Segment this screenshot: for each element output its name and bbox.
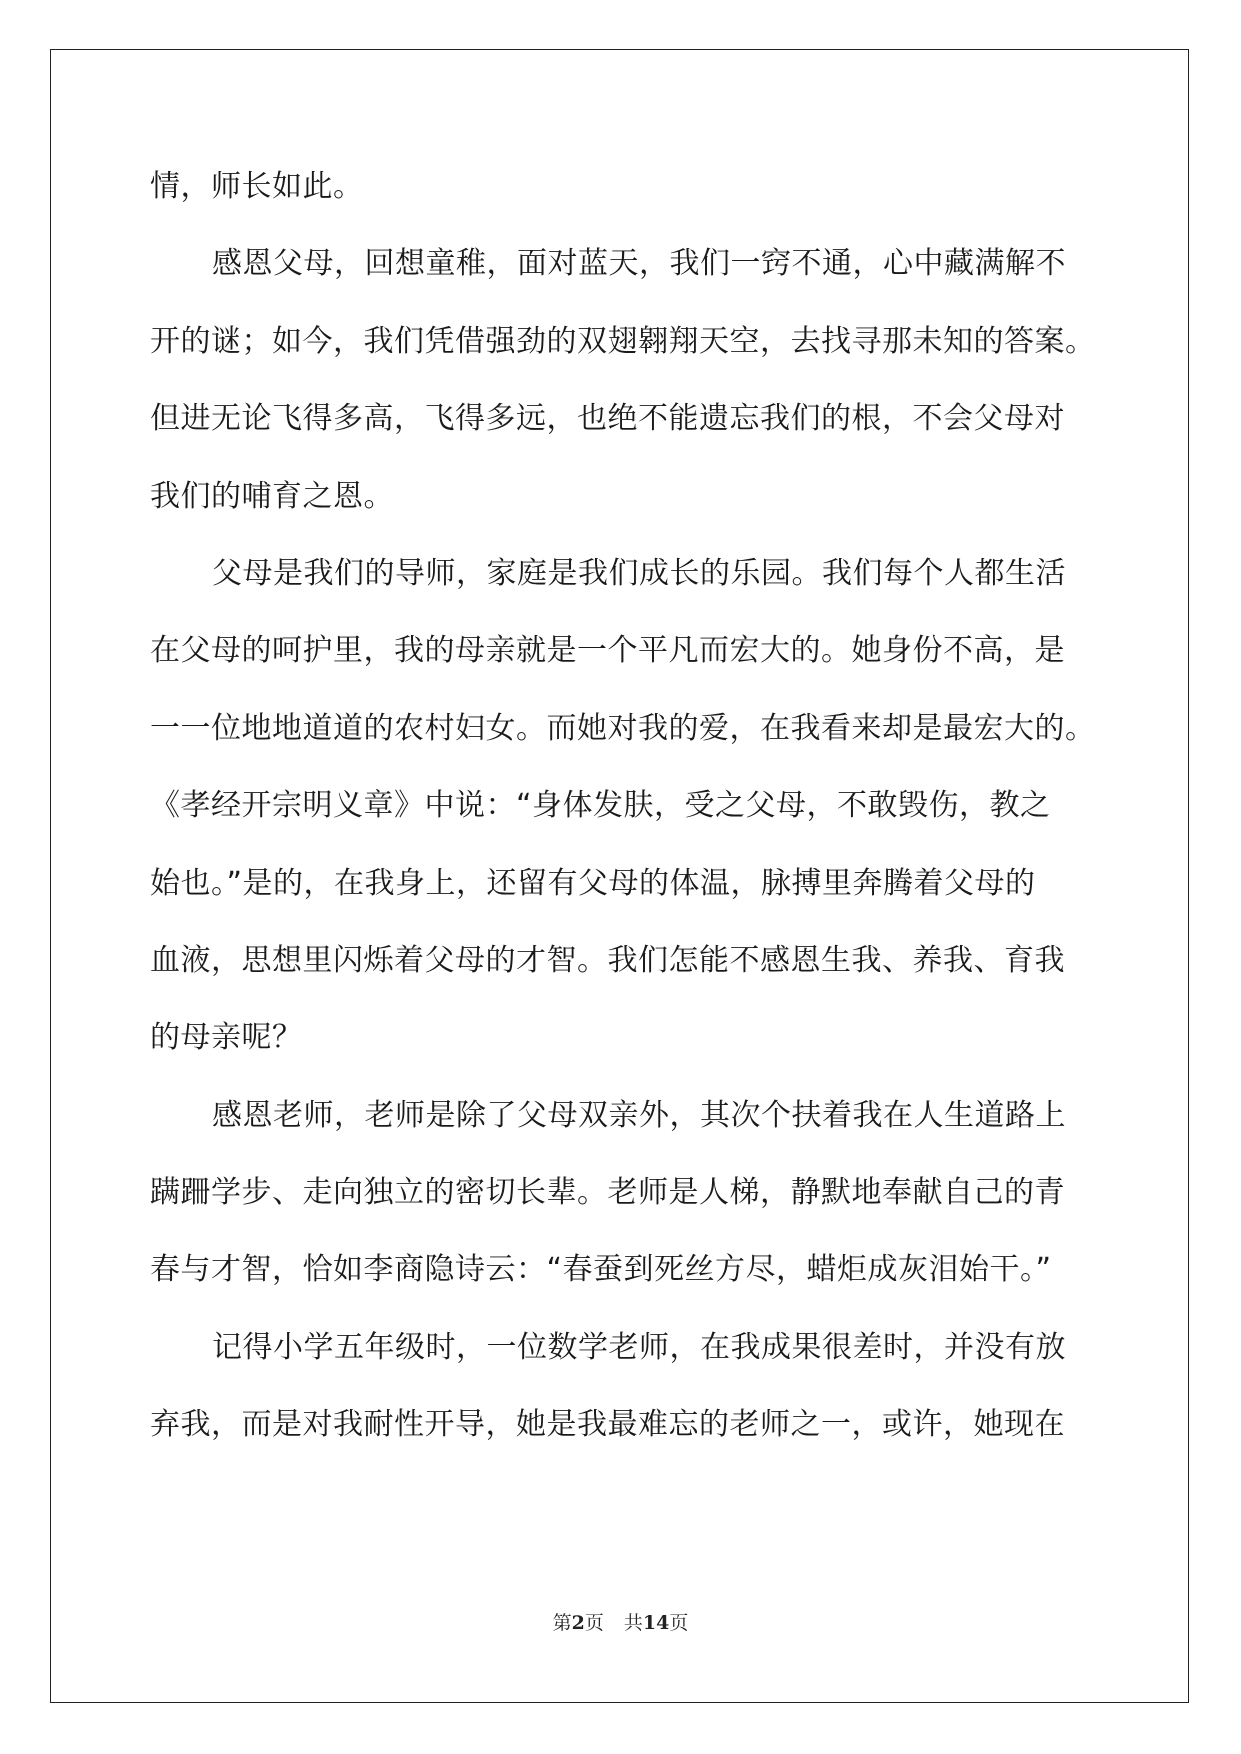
text-line-17: 弃我，而是对我耐性开导，她是我最难忘的老师之一，或许，她现在 <box>150 1407 1065 1443</box>
text-line-9: 《孝经开宗明义章》中说：“身体发肤，受之父母，不敢毁伤，教之 <box>150 788 1051 824</box>
total-suffix: 页 <box>669 1612 689 1634</box>
text-line-12: 的母亲呢？ <box>150 1020 303 1056</box>
text-line-13: 感恩老师，老师是除了父母双亲外，其次个扶着我在人生道路上 <box>212 1097 1066 1133</box>
text-line-10: 始也。”是的，在我身上，还留有父母的体温，脉搏里奔腾着父母的 <box>150 865 1036 901</box>
text-line-3: 开的谜；如今，我们凭借强劲的双翅翱翔天空，去找寻那未知的答案。 <box>150 323 1096 359</box>
text-line-15: 春与才智，恰如李商隐诗云：“春蚕到死丝方尽，蜡炬成灰泪始干。” <box>150 1252 1052 1288</box>
text-line-2: 感恩父母，回想童稚，面对蓝天，我们一窍不通，心中藏满解不 <box>212 246 1066 282</box>
page-prefix: 第 <box>552 1612 572 1634</box>
text-line-4: 但进无论飞得多高，飞得多远，也绝不能遗忘我们的根，不会父母对 <box>150 401 1065 437</box>
text-line-11: 血液，思想里闪烁着父母的才智。我们怎能不感恩生我、养我、育我 <box>150 942 1065 978</box>
text-line-6: 父母是我们的导师，家庭是我们成长的乐园。我们每个人都生活 <box>212 555 1066 591</box>
document-body <box>150 148 1096 1464</box>
text-line-1: 情，师长如此。 <box>150 169 364 204</box>
text-line-5: 我们的哺育之恩。 <box>150 478 394 514</box>
text-line-8: 一一位地地道道的农村妇女。而她对我的爱，在我看来却是最宏大的。 <box>150 710 1096 746</box>
text-line-7: 在父母的呵护里，我的母亲就是一个平凡而宏大的。她身份不高，是 <box>150 633 1065 669</box>
text-line-16: 记得小学五年级时，一位数学老师，在我成果很差时，并没有放 <box>212 1329 1066 1365</box>
page-current: 2 <box>571 1612 585 1634</box>
page-total: 14 <box>642 1612 670 1634</box>
page-footer <box>0 1608 1241 1635</box>
text-line-14: 蹒跚学步、走向独立的密切长辈。老师是人梯，静默地奉献自己的青 <box>150 1175 1065 1211</box>
page-suffix: 页 <box>584 1612 604 1634</box>
total-prefix: 共 <box>623 1612 643 1634</box>
